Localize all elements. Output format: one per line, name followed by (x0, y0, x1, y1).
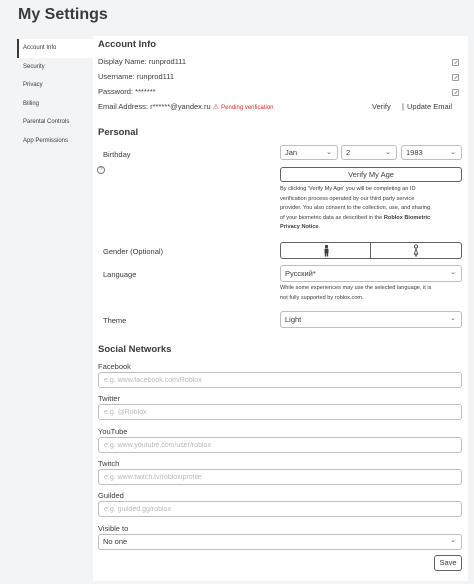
chevron-down-icon: ⌄ (450, 269, 456, 276)
sidebar-item-parental-controls[interactable]: Parental Controls (17, 113, 93, 132)
username-text: Username: runprod111 (98, 72, 175, 81)
password-text: Password: ******* (98, 87, 156, 96)
twitch-label: Twitch (98, 459, 120, 468)
birth-year-select[interactable] (401, 145, 462, 160)
pending-verification-text: Pending verification (221, 105, 274, 111)
birth-day-value: 2 (346, 148, 351, 157)
theme-select[interactable] (280, 311, 462, 328)
facebook-label: Facebook (98, 362, 131, 371)
sidebar-item-billing[interactable]: Billing (17, 95, 93, 114)
personal-heading: Personal (98, 127, 139, 138)
language-label: Language (103, 270, 137, 279)
visible-to-label: Visible to (98, 524, 129, 533)
email-label: Email Address: (98, 102, 149, 111)
warning-icon: ⚠ (212, 104, 220, 111)
language-value: Русский* (285, 269, 316, 278)
update-email-link[interactable]: Update Email (407, 102, 453, 111)
email-row (98, 102, 274, 111)
biometric-privacy-link[interactable]: Roblox Biometric (383, 214, 431, 221)
twitter-input[interactable] (98, 404, 462, 420)
birth-day-select[interactable] (341, 145, 397, 160)
verify-email-link[interactable]: Verify (372, 102, 391, 111)
edit-display-name-icon[interactable] (452, 59, 459, 66)
sidebar-item-security[interactable]: Security (17, 58, 93, 77)
display-name-text: Display Name: runprod111 (98, 57, 187, 66)
settings-sidebar (17, 39, 93, 150)
save-button[interactable]: Save (434, 555, 462, 571)
birth-year-value: 1983 (406, 148, 423, 157)
theme-label: Theme (103, 316, 127, 325)
verify-age-button[interactable]: Verify My Age (280, 167, 462, 182)
youtube-label: YouTube (98, 427, 128, 436)
edit-password-icon[interactable] (452, 89, 459, 96)
social-networks-heading: Social Networks (98, 344, 172, 355)
guilded-input[interactable] (98, 501, 462, 517)
guilded-label: Guilded (98, 491, 124, 500)
birth-month-value: Jan (285, 148, 298, 157)
gender-female-button[interactable] (371, 242, 462, 259)
language-select[interactable] (280, 265, 462, 282)
twitch-input[interactable] (98, 469, 462, 485)
gender-male-button[interactable] (280, 242, 371, 259)
age-verification-note: By clicking 'Verify My Age' you will be completing an ID verification process operated by our third party service provider. You also consent to the collection, use, and sharing of your biometric data as described in the Roblox Biometric Privacy Notice. (280, 186, 431, 230)
sidebar-item-app-permissions[interactable]: App Permissions (17, 132, 93, 151)
language-warning: While some experiences may use the selected language, it is not fully supported by roblox.com. (280, 285, 432, 301)
edit-username-icon[interactable] (452, 74, 459, 81)
privacy-notice-link[interactable]: Privacy Notice (280, 224, 319, 230)
visible-to-select[interactable] (98, 534, 462, 550)
page-title: My Settings (18, 6, 108, 23)
twitter-label: Twitter (98, 394, 121, 403)
chevron-down-icon: ⌄ (450, 315, 456, 322)
birth-month-select[interactable] (280, 145, 338, 160)
sidebar-item-privacy[interactable]: Privacy (17, 76, 93, 95)
facebook-input[interactable] (98, 372, 462, 388)
youtube-input[interactable] (98, 437, 462, 453)
settings-panel (93, 36, 468, 581)
theme-value: Light (285, 315, 302, 324)
chevron-down-icon: ⌄ (385, 149, 391, 156)
sidebar-item-account-info[interactable]: Account Info (17, 39, 93, 58)
female-icon (371, 243, 461, 258)
gender-label: Gender (Optional) (103, 247, 164, 256)
visible-to-value: No one (103, 537, 128, 546)
chevron-down-icon: ⌄ (326, 149, 332, 156)
birthday-label: Birthday (103, 150, 131, 159)
account-info-heading: Account Info (98, 39, 157, 50)
chevron-down-icon: ⌄ (450, 537, 456, 544)
chevron-down-icon: ⌄ (450, 149, 456, 156)
email-link-separator: | (402, 102, 404, 111)
email-value: r******@yandex.ru (150, 102, 211, 111)
male-icon (281, 243, 372, 258)
info-icon[interactable]: ? (97, 166, 105, 174)
